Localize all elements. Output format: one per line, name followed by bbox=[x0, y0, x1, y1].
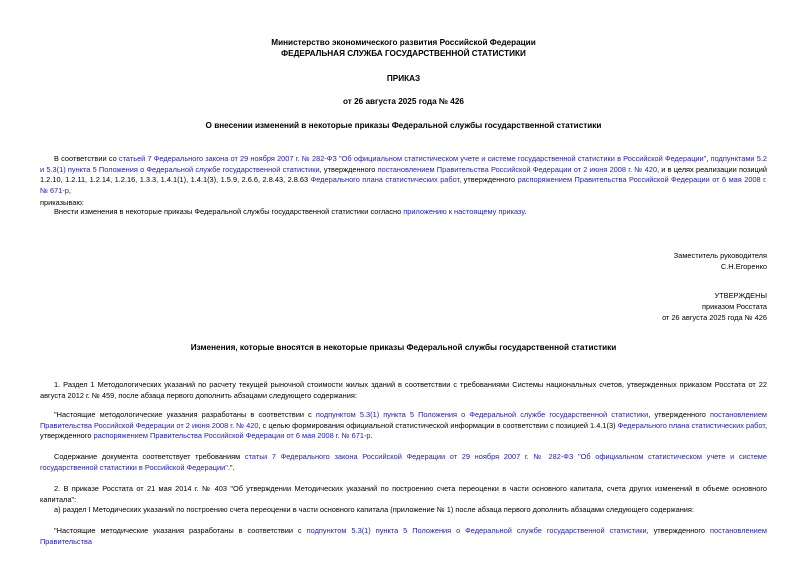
quote-text: , утвержденного bbox=[646, 526, 710, 535]
preamble-text: , bbox=[706, 154, 711, 163]
order-word: приказываю: bbox=[40, 198, 84, 207]
preamble-text: В соответствии со bbox=[54, 154, 119, 163]
quote-text: , с целью формирования официальной статистической информации в соответствии с позицией 1.4.1(3) bbox=[258, 420, 618, 430]
quote-2-paragraph bbox=[40, 452, 767, 473]
document-type: ПРИКАЗ bbox=[386, 74, 421, 84]
signature-name: С.Н.Егоренко bbox=[720, 262, 767, 272]
approval-block bbox=[662, 290, 767, 323]
order-paragraph bbox=[40, 207, 767, 218]
order-text: Внести изменения в некоторые приказы Федеральной службы государственной статистики согласно bbox=[54, 207, 404, 216]
quote-text: Содержание документа соответствует требованиям bbox=[54, 452, 245, 461]
order-text: . bbox=[524, 207, 527, 216]
link-regulation-subpoint-5-3-1[interactable]: подпунктом 5.3(1) пункта 5 Положения о Федеральной службе государственной статистики bbox=[315, 410, 649, 419]
preamble-text: , bbox=[68, 185, 71, 195]
service-name: ФЕДЕРАЛЬНАЯ СЛУЖБА ГОСУДАРСТВЕННОЙ СТАТИСТИКИ bbox=[281, 49, 526, 59]
appendix-title: Изменения, которые вносятся в некоторые приказы Федеральной службы государственной статистики bbox=[190, 343, 617, 352]
preamble-text: , и в целях реализации позиций 1.2.10, 1.2.11, 1.2.14, 1.2.16, 1.3.3, 1.4.1(1), 1.4.1(3), 1.5.9, 2.6.6, 2.8.43, 2.8.63 bbox=[40, 164, 767, 185]
link-government-decree-420[interactable]: постановлением Правительства Российской Федерации от 2 июня 2008 г. № 420 bbox=[377, 164, 657, 174]
document-header bbox=[0, 37, 807, 131]
link-regulation-subpoint-5-3-1[interactable]: подпунктом 5.3(1) пункта 5 Положения о Федеральной службе государственной статистики bbox=[306, 526, 647, 535]
link-federal-law-article-7[interactable]: статьей 7 Федерального закона от 29 ноября 2007 г. № 282-ФЗ "Об официальном статистическом учете и системе государственной статистики в Российской Федерации" bbox=[118, 154, 707, 163]
signature-block bbox=[674, 250, 767, 272]
quote-text: .". bbox=[227, 462, 235, 472]
signature-position: Заместитель руководителя bbox=[673, 251, 767, 260]
item-2a-paragraph: а) раздел I Методических указаний по построению счета переоценки в части основного капитала (приложение № 1) после абзаца первого дополнить абзацами следующего содержания: bbox=[54, 505, 694, 514]
quote-text: , утвержденного bbox=[40, 420, 767, 441]
link-regulation-subpoints[interactable]: подпунктами 5.2 и 5.3(1) пункта 5 Положения о Федеральной службе государственной статистики bbox=[40, 154, 768, 174]
quote-text: "Настоящие методические указания разработаны в соответствии с bbox=[54, 526, 307, 535]
approval-by: приказом Росстата bbox=[702, 302, 767, 312]
preamble-text: , утвержденного bbox=[459, 175, 518, 185]
quote-text: . bbox=[370, 431, 373, 441]
link-appendix[interactable]: приложению к настоящему приказу bbox=[403, 207, 525, 216]
ministry-name: Министерство экономического развития Российской Федерации bbox=[271, 38, 536, 47]
link-government-order-671r[interactable]: распоряжением Правительства Российской Федерации от 6 мая 2008 г. № 671-р bbox=[93, 431, 371, 441]
document-date-number: от 26 августа 2025 года № 426 bbox=[343, 97, 464, 107]
quote-text: , утвержденного bbox=[648, 410, 711, 419]
document-subject: О внесении изменений в некоторые приказы Федеральной службы государственной статистики bbox=[205, 121, 602, 131]
link-government-decree-420[interactable]: постановлением Правительства Российской Федерации от 2 июня 2008 г. № 420 bbox=[40, 410, 768, 430]
approval-date-number: от 26 августа 2025 года № 426 bbox=[662, 313, 767, 323]
approval-label: УТВЕРЖДЕНЫ bbox=[714, 291, 767, 300]
quote-1-paragraph bbox=[40, 410, 767, 442]
item-1-paragraph: 1. Раздел 1 Методологических указаний по расчету текущей рыночной стоимости жилых зданий в соответствии с требованиями Системы национальных счетов, утвержденных приказом Росстата от 22 августа 2012 г. № 459, после абзаца первого дополнить абзацами следующего содержания: bbox=[40, 380, 767, 400]
link-government-decree[interactable]: постановлением Правительства bbox=[40, 526, 767, 546]
link-federal-statistical-plan[interactable]: Федерального плана статистических работ bbox=[617, 420, 765, 430]
link-federal-law-article-7[interactable]: статьи 7 Федерального закона Российской Федерации от 29 ноября 2007 г. № 282-ФЗ "Об официальном статистическом учете и системе государственной статистики в Российской Федерации" bbox=[40, 452, 767, 472]
item-2-paragraph: 2. В приказе Росстата от 21 мая 2014 г. № 403 "Об утверждении Методических указаний по построению счета переоценки в части основного капитала, счета других изменений в объеме основного капитала": bbox=[40, 484, 767, 504]
quote-3-paragraph bbox=[40, 526, 767, 547]
link-government-order-671r[interactable]: распоряжением Правительства Российской Федерации от 6 мая 2008 г. № 671-р bbox=[40, 175, 767, 195]
preamble-paragraph bbox=[40, 154, 767, 196]
preamble-text: , утвержденного bbox=[319, 164, 378, 174]
link-federal-statistical-plan[interactable]: Федерального плана статистических работ bbox=[310, 175, 460, 185]
quote-text: "Настоящие методологические указания разработаны в соответствии с bbox=[54, 410, 316, 419]
